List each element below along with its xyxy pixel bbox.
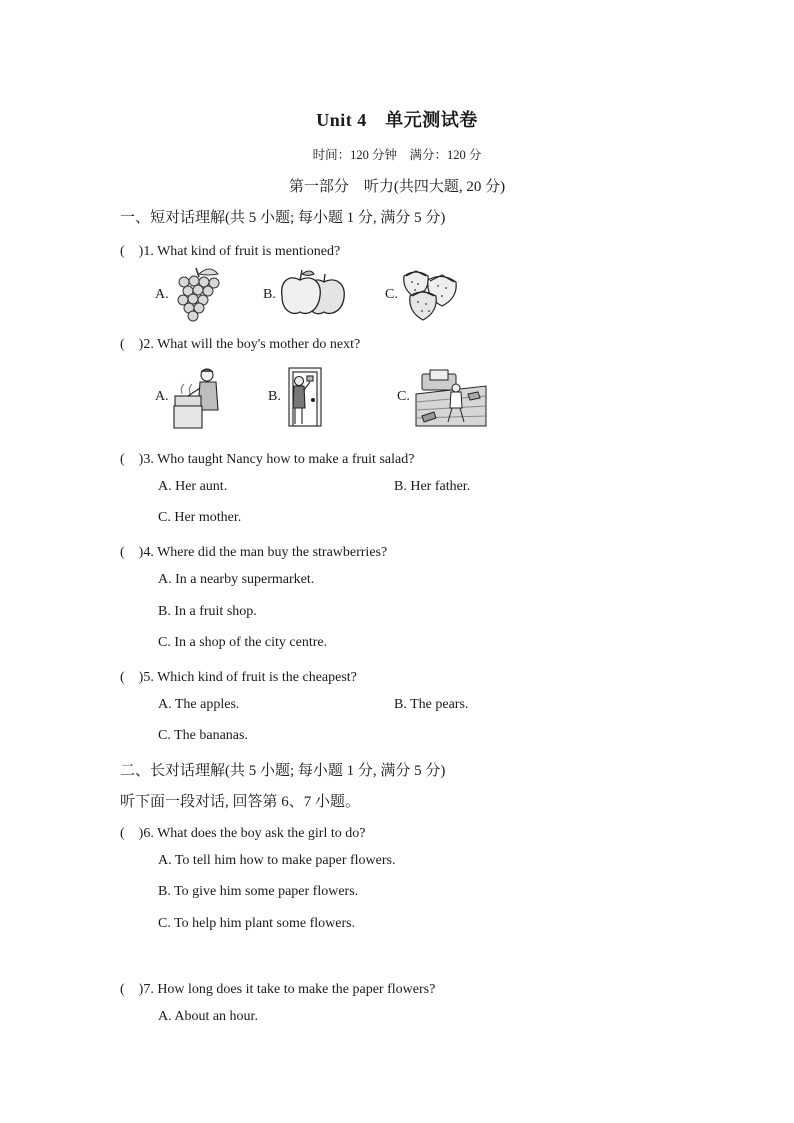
q4-option-c: C. In a shop of the city centre. bbox=[158, 635, 328, 650]
section-2-instruction: 听下面一段对话, 回答第 6、7 小题。 bbox=[120, 794, 361, 810]
question-2-stem: ( )2. What will the boy's mother do next? bbox=[120, 337, 361, 352]
grapes-icon bbox=[172, 266, 224, 322]
question-5-stem: ( )5. Which kind of fruit is the cheapest? bbox=[120, 670, 357, 685]
question-3-stem: ( )3. Who taught Nancy how to make a fruit salad? bbox=[120, 452, 415, 467]
q3-option-c: C. Her mother. bbox=[158, 510, 242, 525]
q1-option-a-label: A. bbox=[155, 287, 169, 302]
q1-option-c-label: C. bbox=[385, 287, 398, 302]
q3-option-b: B. Her father. bbox=[394, 479, 471, 494]
q5-option-a: A. The apples. bbox=[158, 697, 240, 712]
section-1-heading: 一、短对话理解(共 5 小题; 每小题 1 分, 满分 5 分) bbox=[120, 210, 446, 226]
question-4-stem: ( )4. Where did the man buy the strawberries? bbox=[120, 545, 388, 560]
page-title: Unit 4 单元测试卷 bbox=[316, 110, 478, 130]
person-in-messy-room-icon bbox=[416, 368, 486, 426]
q4-option-b: B. In a fruit shop. bbox=[158, 604, 257, 619]
man-at-door-icon bbox=[285, 366, 325, 428]
part-heading: 第一部分 听力(共四大题, 20 分) bbox=[288, 179, 506, 195]
strawberries-icon bbox=[398, 266, 460, 322]
question-7-stem: ( )7. How long does it take to make the paper flowers? bbox=[120, 982, 436, 997]
q3-option-a: A. Her aunt. bbox=[158, 479, 228, 494]
q5-option-b: B. The pears. bbox=[394, 697, 469, 712]
question-6-stem: ( )6. What does the boy ask the girl to do? bbox=[120, 826, 366, 841]
section-2-heading: 二、长对话理解(共 5 小题; 每小题 1 分, 满分 5 分) bbox=[120, 763, 446, 779]
q2-option-c-label: C. bbox=[397, 389, 410, 404]
q2-option-b-label: B. bbox=[268, 389, 281, 404]
q6-option-c: C. To help him plant some flowers. bbox=[158, 916, 356, 931]
exam-meta: 时间：120 分钟 满分：120 分 bbox=[312, 148, 482, 162]
q1-option-b-label: B. bbox=[263, 287, 276, 302]
question-1-stem: ( )1. What kind of fruit is mentioned? bbox=[120, 244, 341, 259]
q6-option-b: B. To give him some paper flowers. bbox=[158, 884, 359, 899]
woman-cooking-icon bbox=[172, 366, 222, 428]
q7-option-a: A. About an hour. bbox=[158, 1009, 258, 1024]
q4-option-a: A. In a nearby supermarket. bbox=[158, 572, 315, 587]
q6-option-a: A. To tell him how to make paper flowers. bbox=[158, 853, 396, 868]
q2-option-a-label: A. bbox=[155, 389, 169, 404]
apples-icon bbox=[280, 268, 346, 318]
q5-option-c: C. The bananas. bbox=[158, 728, 248, 743]
